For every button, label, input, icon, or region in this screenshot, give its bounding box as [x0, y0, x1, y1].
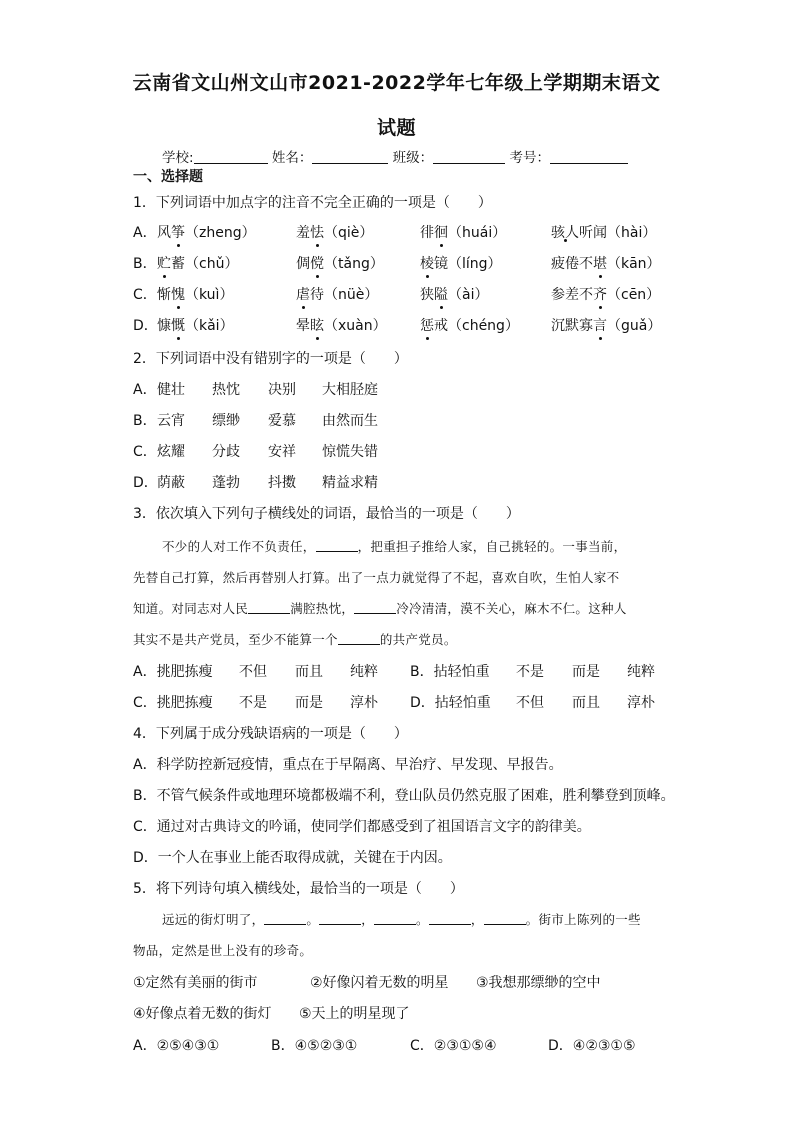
option-letter: B．拈轻怕重 [410, 664, 490, 680]
word-part: （qiè） [324, 225, 374, 241]
option-letter: D． [133, 318, 158, 334]
dotted-character: 徊 [434, 222, 448, 242]
fill-blank [248, 601, 290, 614]
word-part: 狭 [420, 287, 434, 303]
word-part: （xuàn） [324, 318, 387, 334]
word-part: 沉默寡 [551, 318, 593, 334]
option-word: 惊慌失错 [322, 444, 378, 460]
word-part: 参差不 [551, 287, 593, 303]
option-word: 荫蔽 [157, 475, 185, 491]
word-part: （huái） [448, 225, 507, 241]
option-word [551, 253, 661, 273]
name-label: 姓名： [271, 150, 313, 166]
option-word: 不是 [239, 695, 267, 711]
option-word: 淳朴 [627, 695, 655, 711]
option-letter: A．挑肥拣瘦 [133, 664, 213, 680]
option-word [296, 284, 378, 304]
sentence-4: ④好像点着无数的街灯 [133, 1006, 272, 1022]
sentence-5: ⑤天上的明星现了 [299, 1006, 410, 1022]
dotted-character: 隘 [434, 284, 448, 304]
dotted-character: 慨 [171, 315, 185, 335]
option-word [420, 222, 506, 242]
word-part: 蓄（chǔ） [171, 256, 239, 272]
option-word: 不但 [239, 664, 267, 680]
dotted-character: 眩 [310, 315, 324, 335]
option-letter: D． [133, 475, 158, 491]
option-word: 蓬勃 [212, 475, 240, 491]
option-letter: C． [133, 287, 157, 303]
option-word: 缥缈 [212, 413, 240, 429]
option-word: 安祥 [268, 444, 296, 460]
dotted-character: 怯 [310, 222, 324, 242]
word-part: 惭 [157, 287, 171, 303]
dotted-character: 虐 [296, 284, 310, 304]
word-part: （ài） [448, 287, 489, 303]
fill-blank [484, 912, 526, 925]
name-blank[interactable] [312, 149, 388, 164]
fill-blank [354, 601, 396, 614]
student-info-line [162, 146, 628, 166]
word-part: 镜（líng） [434, 256, 502, 272]
option-word: 爱慕 [268, 413, 296, 429]
option-word: 纯粹 [627, 664, 655, 680]
page-title-continued: 试题 [376, 117, 416, 139]
exam-number-label: 考号： [509, 150, 550, 166]
option-word: 不是 [516, 664, 544, 680]
word-part: （tǎng） [324, 256, 384, 272]
word-part: （kuì） [185, 287, 234, 303]
question-5-option-a: A．②⑤④③① [133, 1038, 220, 1054]
class-blank[interactable] [433, 149, 505, 164]
word-part: 待（nüè） [310, 287, 379, 303]
question-4-option-d: D．一个人在事业上能否取得成就，关键在于内因。 [133, 850, 452, 866]
option-word [157, 315, 234, 335]
option-word [157, 253, 238, 273]
fill-blank [316, 539, 358, 552]
question-1-stem: 1．下列词语中加点字的注音不完全正确的一项是（ ） [133, 195, 492, 211]
sentence-2: ②好像闪着无数的明星 [310, 975, 449, 991]
question-4-option-b: B．不管气候条件或地理环境都极端不利，登山队员仍然克服了困难，胜利攀登到顶峰。 [133, 788, 675, 804]
option-word [551, 315, 661, 335]
word-part: （cēn） [607, 287, 661, 303]
word-part: 戒（chéng） [434, 318, 519, 334]
word-part: （kǎi） [185, 318, 234, 334]
word-part: 人听闻（hài） [565, 225, 657, 241]
option-word: 抖擞 [268, 475, 296, 491]
question-5-passage-line-2: 物品，定然是世上没有的珍奇。 [133, 943, 313, 958]
option-word [157, 222, 256, 242]
option-letter: B． [133, 256, 157, 272]
option-word: 健壮 [157, 382, 185, 398]
question-3-passage-line-2: 先替自己打算，然后再替别人打算。出了一点力就觉得了不起，喜欢自吹，生怕人家不 [133, 570, 620, 585]
dotted-character: 惩 [420, 315, 434, 335]
question-4-option-a: A．科学防控新冠疫情，重点在于早隔离、早治疗、早发现、早报告。 [133, 757, 563, 773]
option-word: 炫耀 [157, 444, 185, 460]
option-word: 而且 [295, 664, 323, 680]
option-letter: A． [133, 382, 157, 398]
option-word: 而是 [572, 664, 600, 680]
option-word [296, 253, 384, 273]
option-word: 不但 [516, 695, 544, 711]
option-word [420, 253, 502, 273]
school-blank[interactable] [194, 149, 268, 164]
option-letter: D．拈轻怕重 [410, 695, 491, 711]
dotted-character: 言 [593, 315, 607, 335]
word-part: （zheng） [185, 225, 256, 241]
dotted-character: 堪 [593, 253, 607, 273]
dotted-character: 齐 [593, 284, 607, 304]
word-part: 慷 [157, 318, 171, 334]
option-word: 纯粹 [350, 664, 378, 680]
option-letter: B． [133, 413, 157, 429]
sentence-1: ①定然有美丽的街市 [133, 975, 258, 991]
sentence-3: ③我想那缥缈的空中 [476, 975, 601, 991]
option-word [157, 284, 233, 304]
question-4-stem: 4．下列属于成分残缺语病的一项是（ ） [133, 726, 408, 742]
word-part: 徘 [420, 225, 434, 241]
option-word [296, 222, 373, 242]
option-word: 而是 [295, 695, 323, 711]
fill-blank [429, 912, 471, 925]
option-word: 精益求精 [322, 475, 378, 491]
fill-blank [319, 912, 361, 925]
option-word [420, 315, 519, 335]
option-letter: A． [133, 225, 157, 241]
question-5-option-b: B．④⑤②③① [271, 1038, 358, 1054]
fill-blank [374, 912, 416, 925]
question-3-passage-line-3: 知道。对同志对人民 满腔热忱， 冷冷清清，漠不关心，麻木不仁。这种人 [133, 601, 627, 616]
dotted-character: 筝 [171, 222, 185, 242]
fill-blank [338, 632, 380, 645]
option-word: 决别 [268, 382, 296, 398]
dotted-character: 贮 [157, 253, 171, 273]
exam-number-blank[interactable] [550, 149, 628, 164]
option-word: 由然而生 [322, 413, 378, 429]
question-2-stem: 2．下列词语中没有错别字的一项是（ ） [133, 351, 408, 367]
word-part: 疲倦不 [551, 256, 593, 272]
dotted-character: 愧 [171, 284, 185, 304]
question-5-stem: 5．将下列诗句填入横线处，最恰当的一项是（ ） [133, 881, 464, 897]
option-letter: C． [133, 444, 157, 460]
question-3-stem: 3．依次填入下列句子横线处的词语，最恰当的一项是（ ） [133, 506, 520, 522]
question-5-option-c: C．②③①⑤④ [410, 1038, 497, 1054]
word-part: 风 [157, 225, 171, 241]
option-word: 云宵 [157, 413, 185, 429]
option-word: 而且 [572, 695, 600, 711]
option-word [296, 315, 387, 335]
dotted-character: 棱 [420, 253, 434, 273]
word-part: 晕 [296, 318, 310, 334]
dotted-character: 傥 [310, 253, 324, 273]
question-3-passage-line-1: 不少的人对工作不负责任， ，把重担子推给人家，自己挑轻的。一事当前， [162, 539, 627, 554]
word-part: 骇 [551, 225, 565, 241]
question-4-option-c: C．通过对古典诗文的吟诵，使同学们都感受到了祖国语言文字的韵律美。 [133, 819, 591, 835]
word-part: 羞 [296, 225, 310, 241]
option-word: 淳朴 [350, 695, 378, 711]
option-word [551, 284, 660, 304]
option-word: 热忱 [212, 382, 240, 398]
option-word [551, 222, 656, 242]
word-part: （kān） [607, 256, 661, 272]
fill-blank [264, 912, 306, 925]
question-5-passage-line-1: 远远的街灯明了， 。 ， 。 ， 。街市上陈列的一些 [162, 912, 641, 927]
school-label: 学校: [162, 150, 194, 166]
question-3-passage-line-4: 其实不是共产党员，至少不能算一个 的共产党员。 [133, 632, 457, 647]
option-word [420, 284, 488, 304]
class-label: 班级： [392, 150, 434, 166]
word-part: （guǎ） [607, 318, 662, 334]
word-part: 倜 [296, 256, 310, 272]
page-title: 云南省文山州文山市2021-2022学年七年级上学期期末语文 [132, 72, 661, 94]
option-letter: C．挑肥拣瘦 [133, 695, 213, 711]
section-heading: 一、选择题 [133, 169, 203, 185]
question-5-option-d: D．④②③①⑤ [548, 1038, 636, 1054]
option-word: 大相胫庭 [322, 382, 378, 398]
option-word: 分歧 [212, 444, 240, 460]
